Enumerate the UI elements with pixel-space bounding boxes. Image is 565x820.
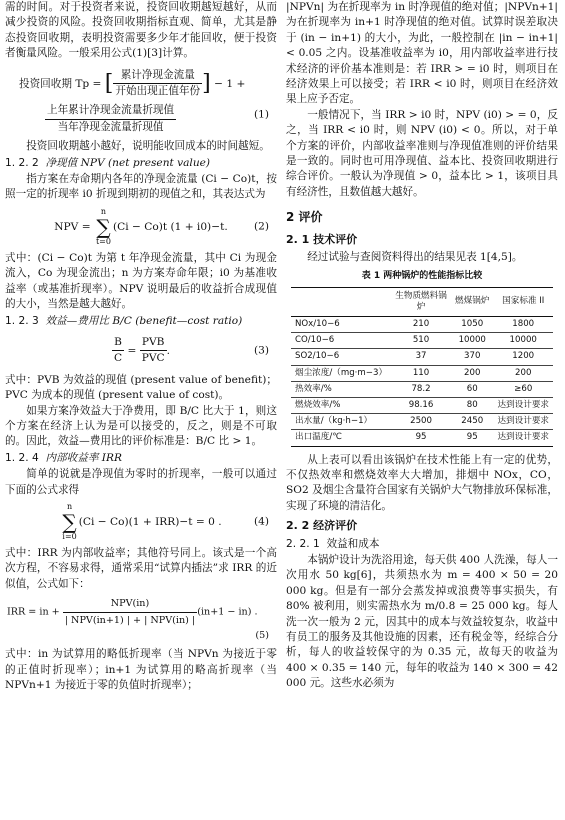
table-cell: 1200	[493, 349, 553, 365]
table-header-cell: 生物质燃料锅炉	[391, 287, 451, 316]
table-cell: 热效率/%	[291, 381, 391, 397]
equation-3: $\frac{B}{C}$ = $\frac{\text{PVB}}{\text{PVC}}$ . (3)	[114, 335, 269, 365]
table-body	[291, 316, 553, 446]
equation-number: (3)	[253, 344, 269, 357]
table-cell: 200	[493, 365, 553, 381]
equation-number: (1)	[253, 108, 269, 121]
table-cell: CO/10−6	[291, 333, 391, 349]
table-cell: 60	[451, 381, 493, 397]
table-header-cell: 燃煤锅炉	[451, 287, 493, 316]
paragraph: 一般情况下，当 IRR > i0 时，NPV (i0) > = 0，反之，当 IRR < i0 时，则 NPV (i0) < 0。所以，对于单个方案的评价，内部收益率准则与净现值准则的评价结果是一致的。同时也可用净现值、益本比、投资回收期进行综合评价。一般认为净现值 > 0，益本比 > 1，该项目具有经济性，且数值越大越好。	[286, 108, 558, 198]
table-row	[291, 349, 553, 365]
table-cell: 出口温度/℃	[291, 430, 391, 446]
section-heading-2: 2 评价	[286, 210, 323, 225]
equation-5: IRR = in + $\frac{\text{NPV(in)}}{\text{| NPV(in+1) | + | NPV(in) |}}$ (in+1 − in) . (5)	[5, 596, 277, 643]
equation-number: (5)	[255, 630, 269, 641]
table-header-row	[291, 287, 553, 316]
paragraph: 本锅炉设计为洗浴用途，每天供 400 人洗澡，每人一次用水 50 kg[6]，共须热水为 m = 400 × 50 = 20 000 kg。但是有一部分会蒸发掉或浪费等事实损失，有 80% 被利用，则实需热水为 m/0.8 = 25 000 kg。每人洗一次一般为 2 元，因其中的成本与效益较复杂，收益中有员工的服务及其他设施的因素，还有税金等，经综合分析，每人的收益较保守的为 0.35 元，故每天的收益为 400 × 0.35 = 140 元，每年的收益为 140 × 300 = 42 000 元。这些水必须为	[286, 553, 558, 690]
table-row	[291, 414, 553, 430]
table-cell: 1800	[493, 316, 553, 332]
table-cell: 37	[391, 349, 451, 365]
table-cell: 510	[391, 333, 451, 349]
table-row	[291, 316, 553, 332]
table-cell: 烟尘浓度/（mg·m−3）	[291, 365, 391, 381]
eq1-frac1-num: 累计净现金流量	[113, 68, 202, 84]
equation-2: NPV = n ∑ t=0(Ci − Co)t (1 + i0)−t. (2)	[54, 206, 269, 246]
section-heading-2-2: 2. 2 经济评价	[286, 519, 358, 533]
right-column	[286, 0, 558, 692]
table-cell: NOx/10−6	[291, 316, 391, 332]
paragraph: 从上表可以看出该锅炉在技术性能上有一定的优势，不仅热效率和燃烧效率大大增加，排烟中 NOx，CO，SO2 及烟尘含量符合国家有关锅炉大气物排放环保标准，实现了环境的清洁化。	[286, 453, 558, 512]
table-cell: 370	[451, 349, 493, 365]
table-cell: ≥60	[493, 381, 553, 397]
table-cell: 10000	[493, 333, 553, 349]
paragraph: 式中：PVB 为效益的现值 (present value of benefit)；PVC 为成本的现值 (present value of cost)。	[5, 373, 277, 402]
table-cell: 10000	[451, 333, 493, 349]
eq1-lhs: 投资回收期 Tp =	[19, 77, 105, 90]
eq1-frac2-num: 上年累计净现金流量折现值	[45, 103, 176, 119]
section-heading-1-2-3: 1. 2. 3 效益—费用比 B/C (benefit—cost ratio)	[5, 314, 243, 327]
table-cell: 达到设计要求	[493, 397, 553, 413]
table-row	[291, 430, 553, 446]
eq1-frac1-den: 开始出现正值年份	[115, 85, 201, 98]
section-heading-1-2-2: 1. 2. 2 净现值 NPV (net present value)	[5, 156, 211, 169]
table-cell: 2500	[391, 414, 451, 430]
table-cell: 98.16	[391, 397, 451, 413]
table-cell: 95	[451, 430, 493, 446]
table-cell: 210	[391, 316, 451, 332]
table-cell: 达到设计要求	[493, 430, 553, 446]
paragraph: 式中：in 为试算用的略低折现率（当 NPVn 为接近于零的正值时折现率）；in+1 为试算用的略高折现率（当 NPVn+1 为接近于零的负值时折现率）；	[5, 648, 277, 692]
paragraph: 式中：IRR 为内部收益率；其他符号同上。该式是一个高次方程，不容易求得，通常采用“试算内插法”求 IRR 的近似值，公式如下：	[5, 546, 277, 590]
table-cell: 200	[451, 365, 493, 381]
section-heading-1-2-4: 1. 2. 4 内部收益率 IRR	[5, 451, 122, 464]
paragraph: |NPVn| 为在折现率为 in 时净现值的绝对值；|NPVn+1| 为在折现率为 in+1 时净现值的绝对值。试算时误差取决于 (in − in+1) 的大小，为此，一般控制在 |in − in+1| < 0.05 之内。设基准收益率为 i0，用内部收益率进行技术经济的评价基本准则是：若 IRR > = i0 时，则项目在经济效果上可以接受；若 IRR < i0 时，则项目在经济效果上应予否定。	[286, 1, 558, 106]
table-cell: 出水量/（kg·h−1）	[291, 414, 391, 430]
equation-4: n ∑ i=0(Ci − Co)(1 + IRR)−t = 0 . (4)	[62, 501, 269, 541]
section-heading-2-2-1: 2. 2. 1 效益和成本	[286, 537, 380, 550]
paragraph: 简单的说就是净现值为零时的折现率，一般可以通过下面的公式求得	[5, 468, 277, 496]
equation-number: (2)	[253, 220, 269, 233]
table-row	[291, 365, 553, 381]
table-row	[291, 381, 553, 397]
table-cell: 95	[391, 430, 451, 446]
table-caption: 表 1 两种锅炉的性能指标比较	[361, 270, 483, 281]
table-header-cell	[291, 287, 391, 316]
table-cell: 1050	[451, 316, 493, 332]
paragraph: 需的时间。对于投资者来说，投资回收期越短越好，从而减少投资的风险。投资回收期指标直观、简单，尤其是静态投资回收期，表明投资需要多少年才能回收，便于投资者衡量风险。一般采用公式(1)[3]计算。	[5, 1, 277, 60]
paragraph: 如果方案净效益大于净费用，即 B/C 比大于 1，则这个方案在经济上认为是可以接受的，反之，则是不可取的。因此，效益—费用比的评价标准是：B/C 比 > 1。	[5, 404, 277, 448]
paragraph: 指方案在寿命期内各年的净现金流量 (Ci − Co)t，按照一定的折现率 i0 折现到期初的现值之和，其表达式为	[5, 173, 277, 201]
table-row	[291, 333, 553, 349]
paragraph: 经过试验与查阅资料得出的结果见表 1[4,5]。	[307, 251, 523, 264]
eq1-frac2-den: 当年净现金流量折现值	[57, 120, 164, 133]
table-cell: 2450	[451, 414, 493, 430]
table-row	[291, 397, 553, 413]
paragraph: 投资回收期越小越好，说明能收回成本的时间越短。	[26, 140, 270, 153]
paragraph: 式中：(Ci − Co)t 为第 t 年净现金流量，其中 Ci 为现金流入，Co 为现金流出；n 为方案寿命年限；i0 为基准收益率（或基准折现率）。NPV 说明最后的收益折合成现值的大小，当然是越大越好。	[5, 251, 277, 311]
section-heading-2-1: 2. 1 技术评价	[286, 232, 358, 246]
table-header-cell: 国家标准 II	[493, 287, 553, 316]
performance-table	[291, 287, 553, 447]
equation-1: 投资回收期 Tp = [ $\frac{\text{累计净现金流量}}{\text{开始出现正值年份}}$ ] − 1 + $\frac{\text{上年累计净现金流量折现值}}{\text{当年净现金流量折现值}}$ (1)	[5, 68, 277, 136]
equation-number: (4)	[253, 515, 269, 528]
table-cell: 80	[451, 397, 493, 413]
table-cell: 78.2	[391, 381, 451, 397]
table-cell: 燃烧效率/%	[291, 397, 391, 413]
table-cell: 达到设计要求	[493, 414, 553, 430]
table-cell: SO2/10−6	[291, 349, 391, 365]
table-cell: 110	[391, 365, 451, 381]
eq1-tail: − 1 +	[210, 77, 246, 90]
left-column	[5, 0, 277, 694]
